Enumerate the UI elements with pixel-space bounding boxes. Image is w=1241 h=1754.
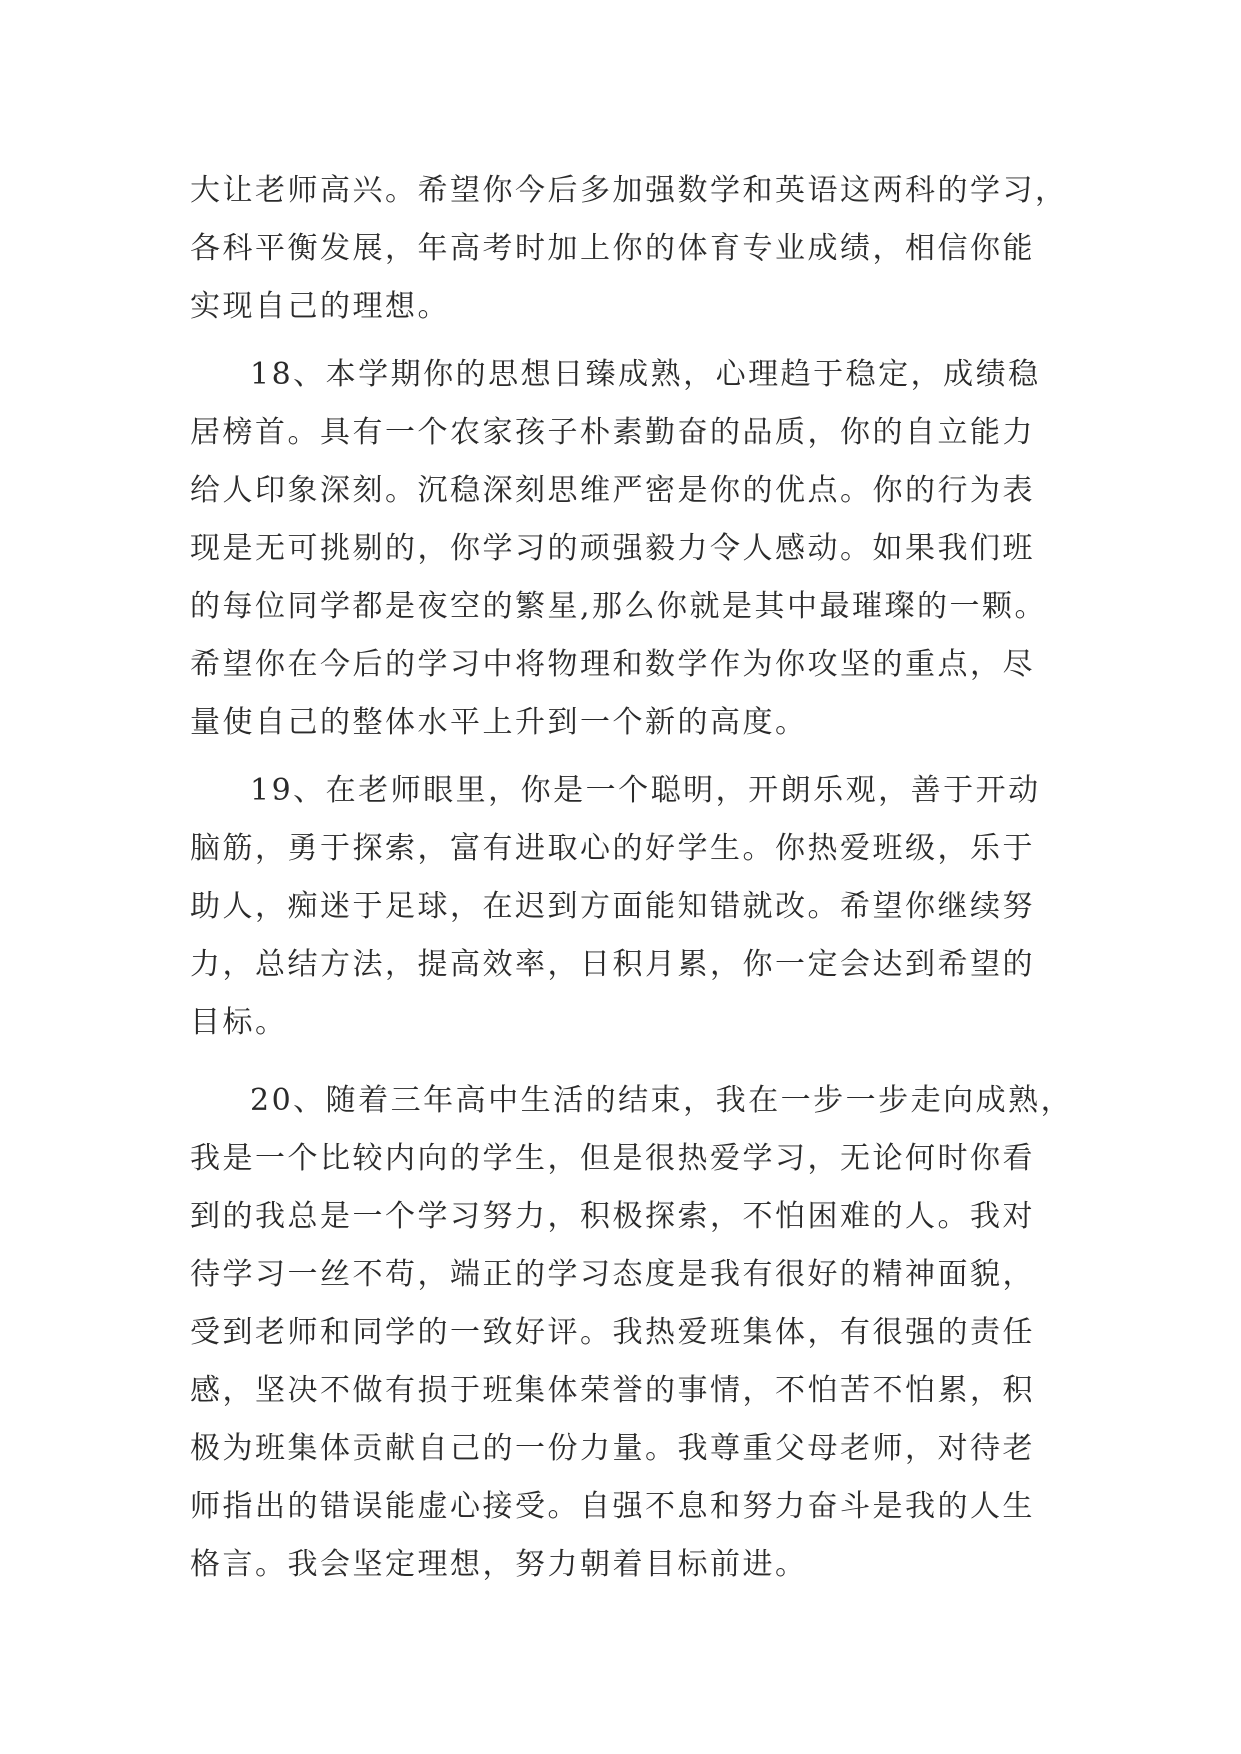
text-line: 受到老师和同学的一致好评。我热爱班集体，有很强的责任 (190, 1315, 1035, 1350)
text-line: 到的我总是一个学习努力，积极探索，不怕困难的人。我对 (190, 1199, 1035, 1234)
text-line: 实现自己的理想。 (190, 289, 450, 324)
paragraph-item-19 (190, 762, 1090, 1052)
text-line: 给人印象深刻。沉稳深刻思维严密是你的优点。你的行为表 (190, 473, 1035, 508)
text-line: 我是一个比较内向的学生，但是很热爱学习，无论何时你看 (190, 1141, 1035, 1176)
text-line: 感，坚决不做有损于班集体荣誉的事情，不怕苦不怕累，积 (190, 1373, 1035, 1408)
text-line: 大让老师高兴。希望你今后多加强数学和英语这两科的学习， (190, 173, 1068, 208)
text-line: 脑筋，勇于探索，富有进取心的好学生。你热爱班级，乐于 (190, 831, 1035, 866)
text-line: 希望你在今后的学习中将物理和数学作为你攻坚的重点，尽 (190, 647, 1035, 682)
text-line: 极为班集体贡献自己的一份力量。我尊重父母老师，对待老 (190, 1431, 1035, 1466)
text-line: 师指出的错误能虚心接受。自强不息和努力奋斗是我的人生 (190, 1489, 1035, 1524)
paragraph-continuation (190, 162, 1090, 336)
text-line: 力，总结方法，提高效率，日积月累，你一定会达到希望的 (190, 947, 1035, 982)
text-line: 19、在老师眼里，你是一个聪明，开朗乐观，善于开动 (250, 773, 1041, 808)
paragraph-item-18 (190, 346, 1090, 752)
text-line: 量使自己的整体水平上升到一个新的高度。 (190, 705, 808, 740)
text-line: 的每位同学都是夜空的繁星,那么你就是其中最璀璨的一颗。 (190, 589, 1048, 624)
text-line: 待学习一丝不苟，端正的学习态度是我有很好的精神面貌， (190, 1257, 1035, 1292)
text-line: 格言。我会坚定理想，努力朝着目标前进。 (190, 1547, 808, 1582)
document-body (190, 162, 1090, 1594)
text-line: 各科平衡发展，年高考时加上你的体育专业成绩，相信你能 (190, 231, 1035, 266)
text-line: 现是无可挑剔的，你学习的顽强毅力令人感动。如果我们班 (190, 531, 1035, 566)
paragraph-item-20 (190, 1072, 1090, 1594)
text-line: 助人，痴迷于足球，在迟到方面能知错就改。希望你继续努 (190, 889, 1035, 924)
text-line: 目标。 (190, 1005, 288, 1040)
text-line: 18、本学期你的思想日臻成熟，心理趋于稳定，成绩稳 (250, 357, 1041, 392)
text-line: 20、随着三年高中生活的结束，我在一步一步走向成熟， (250, 1083, 1074, 1118)
text-line: 居榜首。具有一个农家孩子朴素勤奋的品质，你的自立能力 (190, 415, 1035, 450)
